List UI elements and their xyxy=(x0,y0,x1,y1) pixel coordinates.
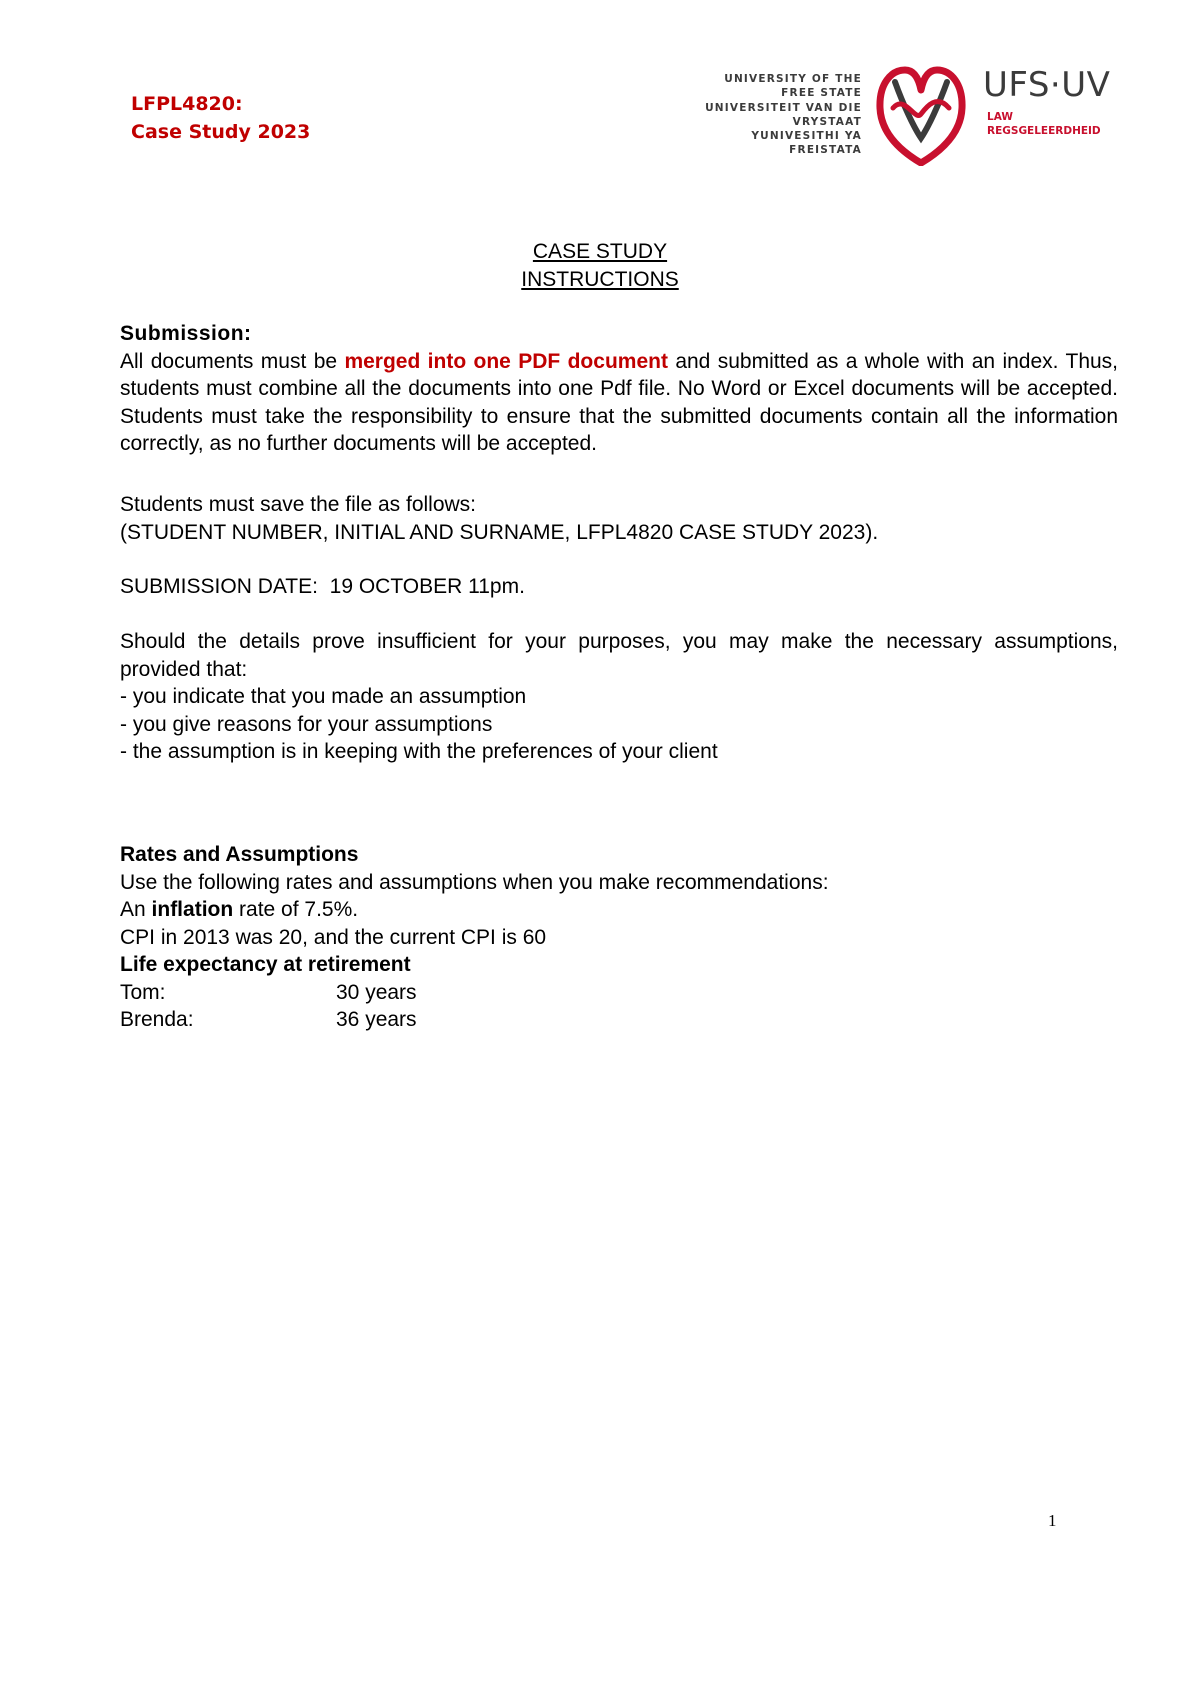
life-expectancy-value: 30 years xyxy=(336,980,417,1004)
rates-heading: Rates and Assumptions xyxy=(120,843,359,866)
university-logo xyxy=(705,62,1130,166)
university-name-line: VRYSTAAT xyxy=(792,115,862,128)
page-number: 1 xyxy=(1048,1511,1057,1530)
inflation-label: inflation xyxy=(151,898,234,921)
logo-faculty-line: LAW xyxy=(987,111,1013,123)
title-line-2: INSTRUCTIONS xyxy=(521,268,679,291)
assumptions-intro: Should the details prove insufficient for your purposes, you may make the necessary assumptions, provided that: xyxy=(120,630,1118,681)
course-header xyxy=(131,90,310,146)
life-expectancy-name: Tom: xyxy=(120,980,166,1004)
life-expectancy-heading: Life expectancy at retirement xyxy=(120,953,411,976)
university-name-line: UNIVERSITEIT VAN DIE xyxy=(705,101,862,114)
submission-heading: Submission: xyxy=(120,322,252,345)
university-name-line: FREE STATE xyxy=(781,87,862,100)
submission-text-before: All documents must be xyxy=(120,349,345,373)
university-name-lines xyxy=(705,72,862,158)
university-name-line: UNIVERSITY OF THE xyxy=(724,73,862,85)
assumption-condition: - the assumption is in keeping with the preferences of your client xyxy=(120,740,718,763)
logo-faculty-line: REGSGELEERDHEID xyxy=(987,125,1101,137)
life-expectancy-value: 36 years xyxy=(336,1008,417,1031)
rates-intro: Use the following rates and assumptions when you make recommendations: xyxy=(120,870,829,894)
assumptions-section xyxy=(120,628,1118,766)
university-name-line: FREISTATA xyxy=(789,144,862,157)
file-naming-section xyxy=(120,491,1118,546)
title-line-1: CASE STUDY xyxy=(532,240,668,263)
course-subtitle: Case Study 2023 xyxy=(131,121,311,143)
submission-section xyxy=(120,320,1118,458)
life-expectancy-name: Brenda: xyxy=(120,1008,194,1031)
cpi-line: CPI in 2013 was 20, and the current CPI is 60 xyxy=(120,925,547,949)
document-title xyxy=(0,238,1200,294)
life-expectancy-row xyxy=(120,979,1118,1007)
logo-brand: UFS·UV xyxy=(983,65,1111,105)
course-code: LFPL4820: xyxy=(131,93,243,115)
submission-paragraph xyxy=(120,348,1118,458)
save-instruction: Students must save the file as follows: xyxy=(120,493,477,516)
submission-date-section xyxy=(120,573,1118,601)
submission-date: SUBMISSION DATE: 19 OCTOBER 11pm. xyxy=(120,575,525,598)
life-expectancy-row xyxy=(120,1006,1118,1034)
university-name-line: YUNIVESITHI YA xyxy=(751,130,862,143)
submission-highlight: merged into one PDF document xyxy=(344,349,668,373)
save-format: (STUDENT NUMBER, INITIAL AND SURNAME, LFPL4820 CASE STUDY 2023). xyxy=(120,520,879,544)
rates-section xyxy=(120,841,1118,1034)
assumption-condition: - you give reasons for your assumptions xyxy=(120,712,493,736)
university-emblem-icon xyxy=(875,64,967,166)
assumption-condition: - you indicate that you made an assumption xyxy=(120,685,527,708)
inflation-suffix: rate of 7.5%. xyxy=(233,898,359,921)
inflation-prefix: An xyxy=(120,898,152,921)
submission-text-after: and submitted as a whole with an index. Thus, students must combine all the documents into one Pdf file. No Word or Excel documents will be accepted. Students must take the responsibility to ensure that the submitted documents contain all the information correctly, as no further documents will be accepted. xyxy=(120,349,1119,455)
inflation-line xyxy=(120,896,1118,924)
logo-faculty xyxy=(987,110,1101,138)
